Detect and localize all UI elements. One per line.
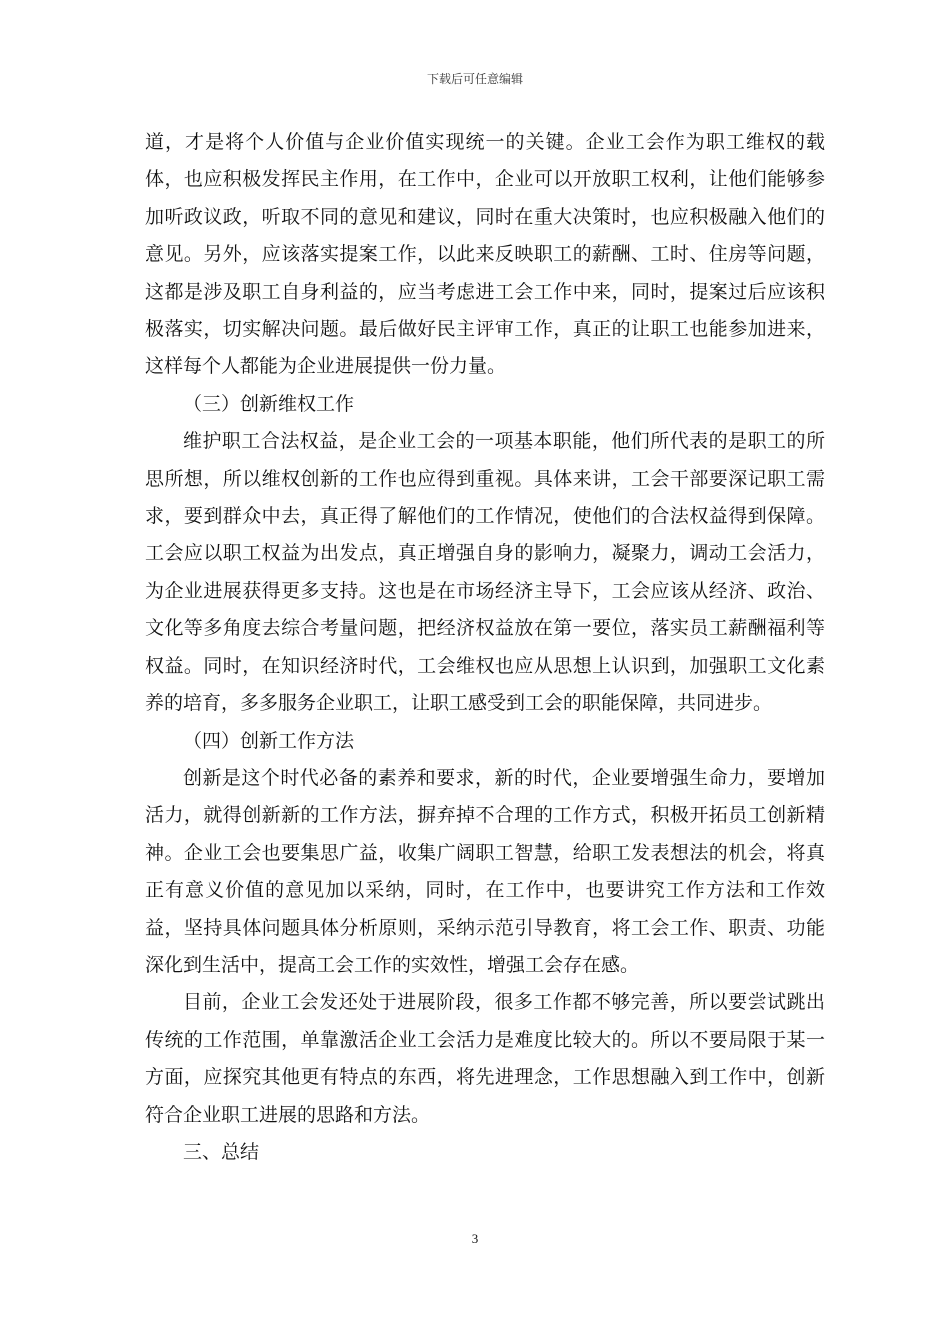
page-number: 3	[471, 1231, 479, 1246]
page-header: 下载后可任意编辑	[426, 72, 523, 86]
paragraph-rights: 维护职工合法权益，是企业工会的一项基本职能，他们所代表的是职工的所思所想，所以维权创新的工作也应得到重视。具体来讲，工会干部要深记职工需求，要到群众中去，真正得了解他们的工作情况，使他们的合法权益得到保障。工会应以职工权益为出发点，真正增强自身的影响力，凝聚力，调动工会活力，为企业进展获得更多支持。这也是在市场经济主导下，工会应该从经济、政治、文化等多角度去综合考量问题，把经济权益放在第一要位，落实员工薪酬福利等权益。同时，在知识经济时代，工会维权也应从思想上认识到，加强职工文化素养的培育，多多服务企业职工，让职工感受到工会的职能保障，共同进步。	[145, 430, 825, 715]
paragraph-continuation: 道，才是将个人价值与企业价值实现统一的关键。企业工会作为职工维权的载体，也应积极发挥民主作用，在工作中，企业可以开放职工权利，让他们能够参加听政议政，听取不同的意见和建议，同时在重大决策时，也应积极融入他们的意见。另外，应该落实提案工作，以此来反映职工的薪酬、工时、住房等问题，这都是涉及职工自身利益的，应当考虑进工会工作中来，同时，提案过后应该积极落实，切实解决问题。最后做好民主评审工作，真正的让职工也能参加进来，这样每个人都能为企业进展提供一份力量。	[145, 131, 825, 378]
document-body	[145, 124, 825, 1171]
paragraph-methods: 创新是这个时代必备的素养和要求，新的时代，企业要增强生命力，要增加活力，就得创新新的工作方法，摒弃掉不合理的工作方式，积极开拓员工创新精神。企业工会也要集思广益，收集广阔职工智慧，给职工发表想法的机会，将真正有意义价值的意见加以采纳，同时，在工作中，也要讲究工作方法和工作效益，坚持具体问题具体分析原则，采纳示范引导教育，将工会工作、职责、功能深化到生活中，提高工会工作的实效性，增强工会存在感。	[145, 766, 825, 976]
section-heading-innovate-methods: （四）创新工作方法	[183, 729, 355, 752]
paragraph-current-status: 目前，企业工会发还处于进展阶段，很多工作都不够完善，所以要尝试跳出传统的工作范围，单靠激活企业工会活力是难度比较大的。所以不要局限于某一方面，应探究其他更有特点的东西，将先进理念，工作思想融入到工作中，创新符合企业职工进展的思路和方法。	[145, 991, 825, 1126]
section-heading-summary: 三、总结	[183, 1140, 260, 1163]
section-heading-innovate-rights: （三）创新维权工作	[183, 392, 355, 415]
